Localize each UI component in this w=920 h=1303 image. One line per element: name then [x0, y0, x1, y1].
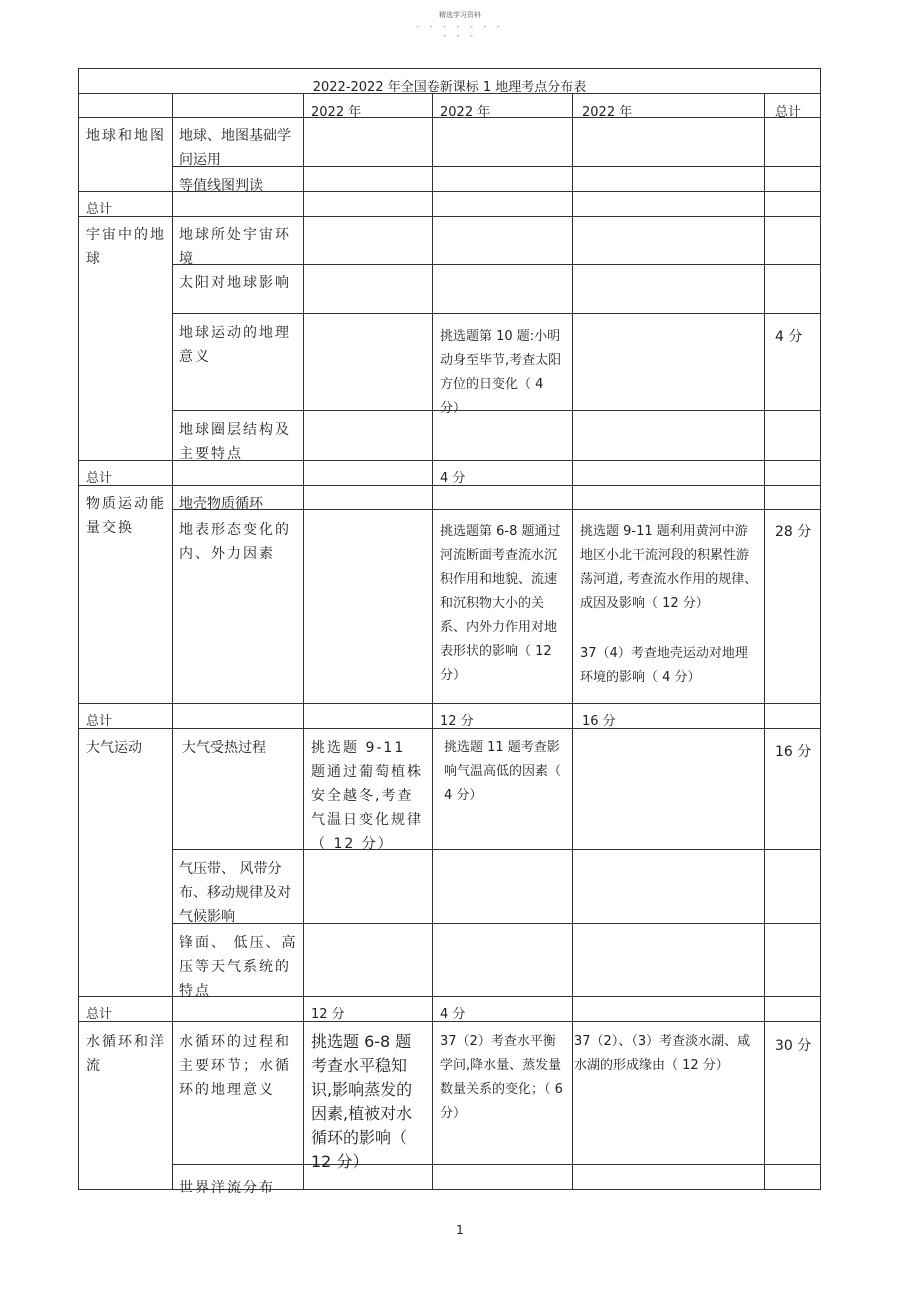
topic-cell: 宇宙中的地球 — [86, 227, 166, 267]
exam-entry: 37（2）、（3）考查淡水湖、咸水湖的形成缘由（ 12 分） — [574, 1034, 751, 1073]
row-total: 16 分 — [775, 744, 812, 760]
section-total: 12 分 — [311, 1007, 345, 1022]
page-number: 1 — [456, 1223, 464, 1237]
row-total: 28 分 — [775, 524, 812, 540]
table-title: 2022-2022 年全国卷新课标 1 地理考点分布表 — [312, 80, 587, 95]
subtopic-cell: 气压带、 风带分布、移动规律及对气候影响 — [179, 861, 291, 925]
total-label: 总计 — [86, 471, 113, 486]
exam-entry: 挑选题 9-11 题利用黄河中游地区小北干流河段的积累性游荡河道, 考查流水作用的规律、 成因及影响（ 12 分） — [580, 524, 758, 611]
exam-entry: 挑选题 6-8 题考查水平稳知识,影响蒸发的因素,植被对水循环的影响（ 12 分） — [311, 1032, 413, 1171]
subtopic-cell: 等值线图判读 — [179, 178, 263, 194]
total-label: 总计 — [86, 202, 113, 217]
exam-entry: 37（2）考查水平衡学问,降水量、蒸发量数量关系的变化；（ 6 分） — [440, 1034, 563, 1121]
total-label: 总计 — [86, 714, 113, 729]
column-header: 2022 年 — [440, 105, 491, 120]
header-dashes: - - - - - - - - - - — [416, 22, 504, 40]
row-total: 30 分 — [775, 1038, 812, 1054]
exam-entry: 挑选题第 6-8 题通过河流断面考查流水沉积作用和地貌、流速和沉积物大小的关系、内外力作用对地表形状的影响（ 12 分） — [440, 524, 561, 683]
exam-entry: 37（4）考查地壳运动对地理环境的影响（ 4 分） — [580, 646, 748, 685]
column-header: 2022 年 — [311, 105, 362, 120]
section-total: 4 分 — [440, 471, 466, 486]
topic-cell: 地球和地图 — [86, 128, 166, 144]
column-header: 总计 — [775, 105, 802, 120]
subtopic-cell: 地壳物质循环 — [179, 496, 263, 512]
subtopic-cell: 地球圈层结构及主要特点 — [179, 422, 291, 462]
topic-cell: 物质运动能量交换 — [86, 496, 166, 536]
topic-cell: 水循环和洋流 — [86, 1034, 166, 1074]
total-label: 总计 — [86, 1007, 113, 1022]
header-note: 精选学习资料 — [439, 11, 481, 19]
row-total: 4 分 — [775, 329, 803, 345]
subtopic-cell: 地球运动的地理意义 — [179, 325, 291, 365]
subtopic-cell: 水循环的过程和主要环节；水循环的地理意义 — [179, 1034, 291, 1098]
subtopic-cell: 太阳对地球影响 — [179, 275, 291, 291]
exam-entry: 挑选题 11 题考查影响气温高低的因素（ 4 分） — [444, 740, 562, 803]
subtopic-cell: 大气受热过程 — [182, 740, 266, 756]
subtopic-cell: 锋面、 低压、高压等天气系统的特点 — [179, 935, 298, 999]
section-total: 16 分 — [582, 714, 616, 729]
subtopic-cell: 地球所处宇宙环境 — [179, 227, 291, 267]
subtopic-cell: 地球、地图基础学问运用 — [179, 128, 291, 168]
exam-points-table — [78, 68, 821, 1196]
subtopic-cell: 世界洋流分布 — [179, 1180, 275, 1196]
exam-entry: 挑选题第 10 题:小明动身至毕节,考查太阳方位的日变化（ 4 分） — [440, 329, 562, 416]
exam-entry: 挑选题 9-11 题通过葡萄植株安全越冬,考查气温日变化规律（ 12 分） — [311, 740, 423, 852]
section-total: 12 分 — [440, 714, 474, 729]
column-header: 2022 年 — [582, 105, 633, 120]
section-total: 4 分 — [440, 1007, 466, 1022]
subtopic-cell: 地表形态变化的内、外力因素 — [179, 522, 291, 562]
topic-cell: 大气运动 — [86, 740, 142, 756]
